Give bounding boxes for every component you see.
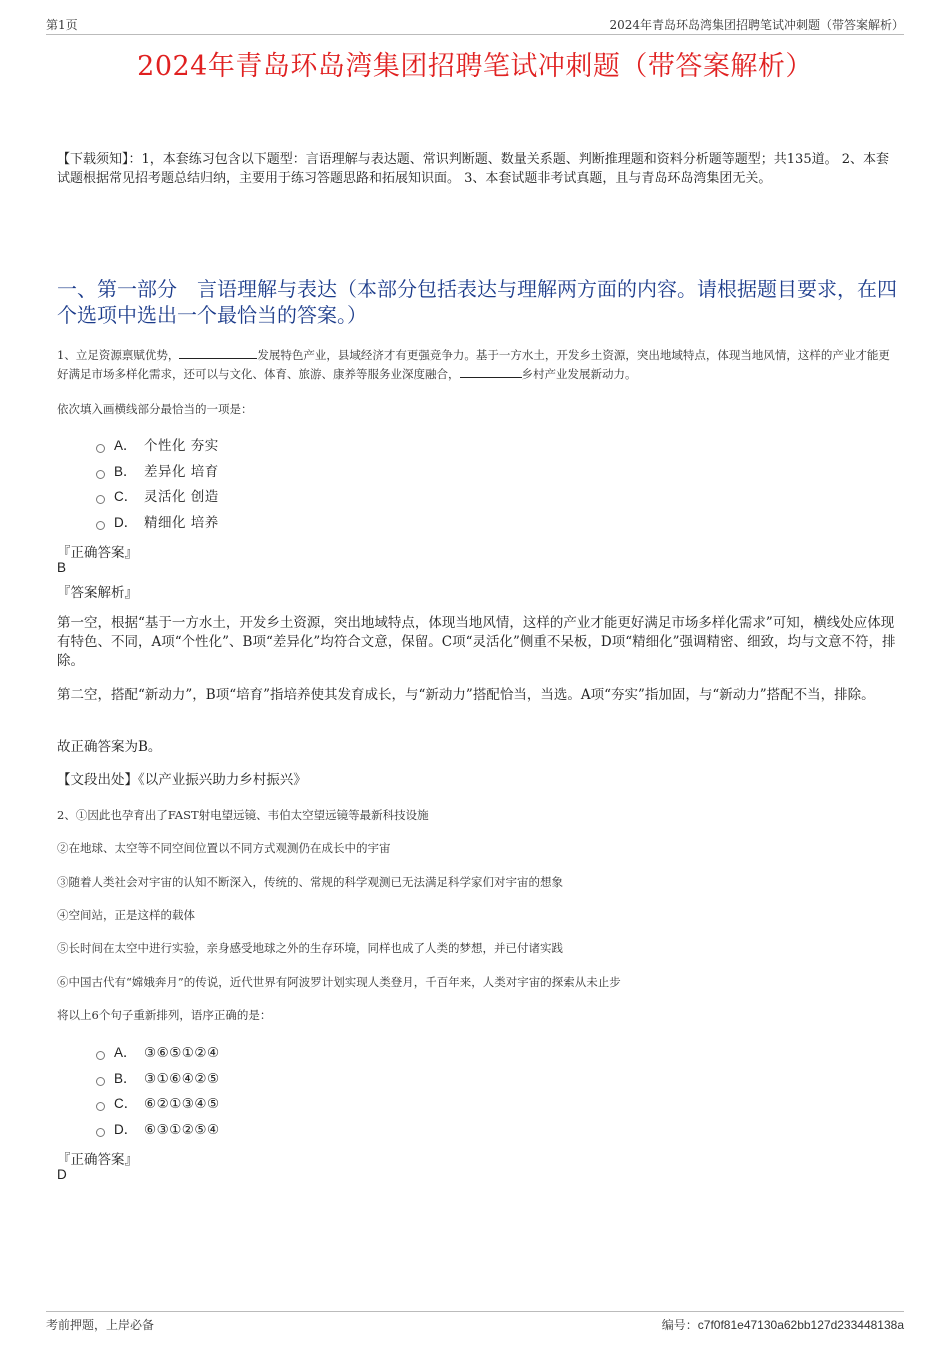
q1-answer-label: 『正确答案』 [57, 545, 138, 561]
q1-blank-2 [460, 365, 522, 378]
q1-instruction: 依次填入画横线部分最恰当的一项是： [57, 402, 253, 416]
radio-icon[interactable] [96, 521, 105, 530]
q1-option-d[interactable]: D． 精细化 培养 [96, 511, 219, 537]
radio-icon[interactable] [96, 495, 105, 504]
q2-answer-label: 『正确答案』 [57, 1152, 138, 1168]
q1-options [96, 434, 219, 536]
q1-text-part3: 乡村产业发展新动力。 [521, 367, 637, 381]
q2-instruction: 将以上6个句子重新排列，语序正确的是： [57, 1008, 272, 1022]
q2-sentence-2: ②在地球、太空等不同空间位置以不同方式观测仍在成长中的宇宙 [57, 841, 391, 855]
q1-analysis-label: 『答案解析』 [57, 585, 138, 601]
header-doc-title: 2024年青岛环岛湾集团招聘笔试冲刺题（带答案解析） [609, 18, 904, 32]
radio-icon[interactable] [96, 470, 105, 479]
q1-option-b[interactable]: B． 差异化 培育 [96, 460, 219, 486]
q1-analysis-2: 第二空，搭配“新动力”，B项“培育”指培养使其发育成长，与“新动力”搭配恰当，当选。A项“夯实”指加固，与“新动力”搭配不当，排除。 [57, 687, 875, 703]
q2-sentence-6: ⑥中国古代有“嫦娥奔月”的传说，近代世界有阿波罗计划实现人类登月，千百年来，人类对宇宙的探索从未止步 [57, 975, 621, 989]
q2-answer: D [57, 1167, 67, 1182]
page-number: 第1页 [46, 18, 78, 32]
q2-sentence-5: ⑤长时间在太空中进行实验，亲身感受地球之外的生存环境，同样也成了人类的梦想，并已付诸实践 [57, 941, 563, 955]
q2-sentence-3: ③随着人类社会对宇宙的认知不断深入，传统的、常规的科学观测已无法满足科学家们对宇宙的想象 [57, 875, 563, 889]
q1-text-part2: 发展特色产业，县域经济才有更强竞争力。基于一方水土，开发乡土资源，突出地域特点，体现当地风情，这样的产业才能更好满足市场多样化需求，还可以与文化、体育、旅游、康养等服务业深度融合， [57, 348, 890, 381]
radio-icon[interactable] [96, 444, 105, 453]
q1-analysis-1: 第一空，根据“基于一方水土，开发乡土资源，突出地域特点，体现当地风情，这样的产业才能更好满足市场多样化需求”可知，横线处应体现有特色、不同，A项“个性化”、B项“差异化”均符合文意，保留。C项“灵活化”侧重不呆板，D项“精细化”强调精密、细致，均与文意不符，排除。 [57, 615, 896, 669]
q1-answer: B [57, 560, 67, 575]
radio-icon[interactable] [96, 1128, 105, 1137]
q1-text-part1: 1、立足资源禀赋优势， [57, 348, 180, 362]
radio-icon[interactable] [96, 1102, 105, 1111]
q1-source: 【文段出处】《以产业振兴助力乡村振兴》 [57, 772, 307, 788]
document-title: 2024年青岛环岛湾集团招聘笔试冲刺题（带答案解析） [137, 51, 813, 82]
page-header [46, 14, 904, 35]
footer-code-label: 编号： [661, 1318, 698, 1332]
q2-sentence-1: 2、①因此也孕育出了FAST射电望远镜、韦伯太空望远镜等最新科技设施 [57, 808, 429, 822]
radio-icon[interactable] [96, 1077, 105, 1086]
q2-option-c[interactable]: C． ⑥②①③④⑤ [96, 1092, 220, 1118]
q2-options [96, 1041, 220, 1143]
section-title: 一、第一部分 言语理解与表达（本部分包括表达与理解两方面的内容。请根据题目要求，在四个选项中选出一个最恰当的答案。） [57, 277, 897, 327]
download-notice: 【下载须知】：1，本套练习包含以下题型：言语理解与表达题、常识判断题、数量关系题、判断推理题和资料分析题等题型；共135道。 2、本套试题根据常见招考题总结归纳，主要用于练习答题思路和拓展知识面。 3、本套试题非考试真题，且与青岛环岛湾集团无关。 [57, 152, 889, 186]
radio-icon[interactable] [96, 1051, 105, 1060]
q1-option-a[interactable]: A． 个性化 夯实 [96, 434, 219, 460]
question-1-text [57, 346, 900, 384]
q1-option-c[interactable]: C． 灵活化 创造 [96, 485, 219, 511]
footer-slogan: 考前押题，上岸必备 [46, 1318, 155, 1332]
q2-option-a[interactable]: A． ③⑥⑤①②④ [96, 1041, 220, 1067]
q2-option-b[interactable]: B． ③①⑥④②⑤ [96, 1067, 220, 1093]
footer-code [662, 1316, 904, 1333]
q2-sentence-4: ④空间站，正是这样的载体 [57, 908, 195, 922]
q2-option-d[interactable]: D． ⑥③①②⑤④ [96, 1118, 220, 1144]
page-footer [46, 1311, 904, 1342]
q1-blank-1 [179, 346, 257, 359]
q1-conclusion: 故正确答案为B。 [57, 739, 162, 755]
footer-code-value: c7f0f81e47130a62bb127d233448138a [697, 1318, 904, 1332]
